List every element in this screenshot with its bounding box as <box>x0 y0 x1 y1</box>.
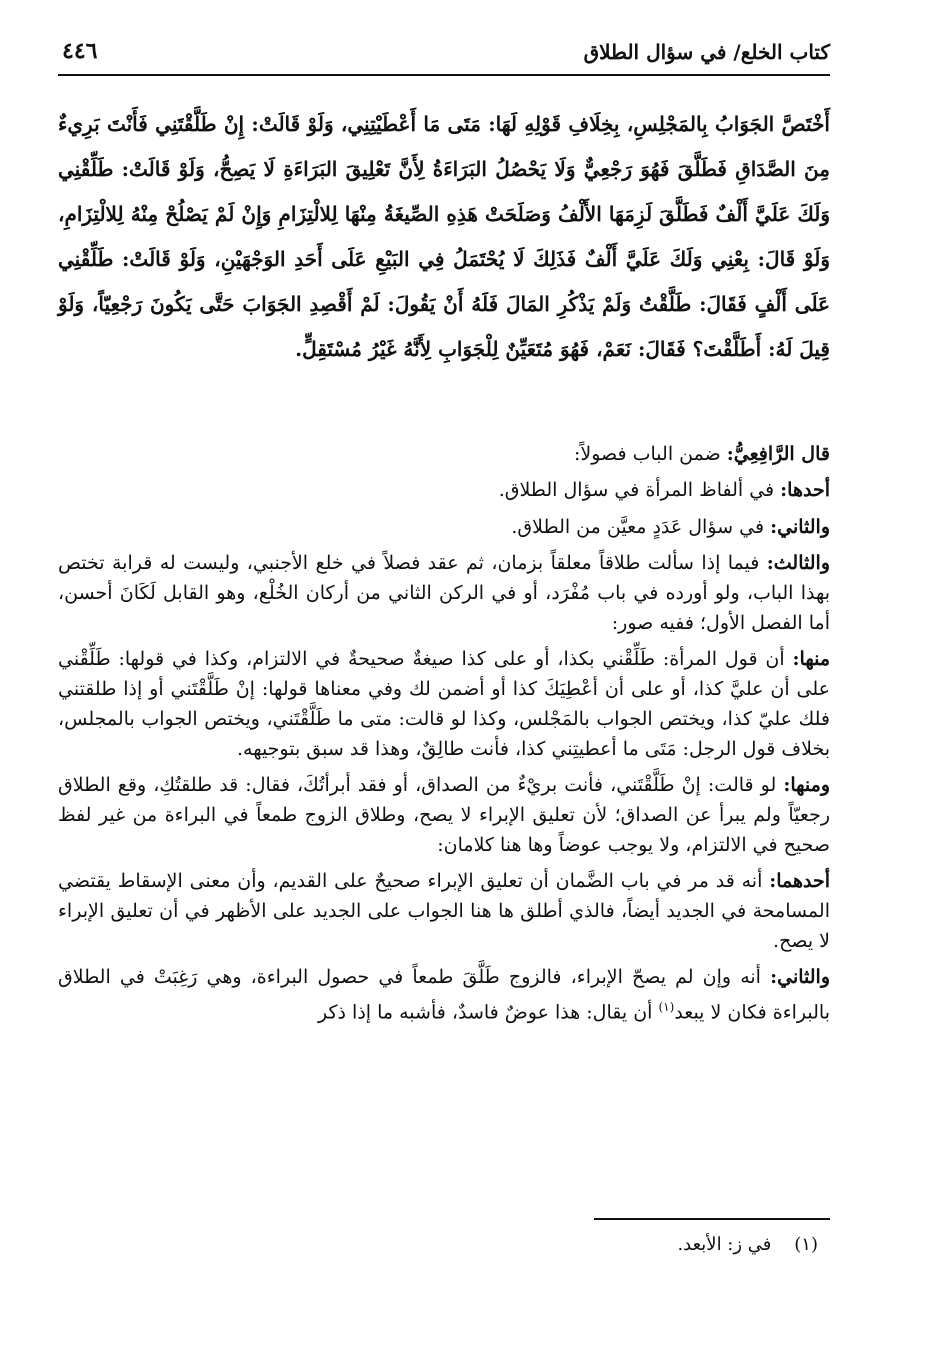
commentary-paragraph-5 <box>58 771 830 861</box>
paragraph-4-head: منها: <box>792 648 831 670</box>
main-text: أَخْتَصَّ الجَوَابُ بِالمَجْلِسِ، بِخِلَافِ قَوْلِهِ لَهَا: مَتَى مَا أَعْطَيْتِنِي، وَلَوْ قَالَتْ: إِنْ طَلَّقْتَنِي فَأَنْتَ بَرِيءٌ مِنَ الصَّدَاقِ فَطَلَّقَ فَهُوَ رَجْعِيٌّ وَلَا يَحْصُلُ البَرَاءَةُ لِأَنَّ تَعْلِيقَ البَرَاءَةِ لَا يَصِحُّ، وَلَوْ قَالَتْ: طَلِّقْنِي وَلَكَ عَلَيَّ أَلْفٌ فَطَلَّقَ لَزِمَهَا الأَلْفُ وَصَلَحَتْ هَذِهِ الصِّيغَةُ مِنْهَا لِلالْتِزَامِ وَإِنْ لَمْ يَصْلُحْ مِنْهُ لِلالْتِزَامِ، وَلَوْ قَالَ: بِعْنِي وَلَكَ عَلَيَّ أَلْفٌ فَذَلِكَ لَا يُحْتَمَلُ فِي البَيْعِ عَلَى أَحَدِ الوَجْهَيْنِ، وَلَوْ قَالَتْ: طَلِّقْنِي عَلَى أَلْفٍ فَقَالَ: طَلَّقْتُ وَلَمْ يَذْكُرِ المَالَ فَلَهُ أَنْ يَقُولَ: لَمْ أَقْصِدِ الجَوَابَ حَتَّى يَكُونَ رَجْعِيّاً، وَلَوْ قِيلَ لَهُ: أَطَلَّقْتَ؟ فَقَالَ: نَعَمْ، فَهُوَ مُتَعَيِّنٌ لِلْجَوَابِ لِأَنَّهُ غَيْرُ مُسْتَقِلٍّ. <box>58 112 830 361</box>
commentary <box>58 440 830 1035</box>
book-page <box>58 36 830 1326</box>
paragraph-1-head: أحدها: <box>780 479 830 502</box>
footnote-text: في ز: الأبعد. <box>677 1234 772 1255</box>
paragraph-7-text-before: أنه وإن لم يصحّ الإبراء، فالزوج طَلَّقَ طمعاً في حصول البراءة، وهي رَغِبَتْ في الطلاق بالبراءة فكان لا يبعد <box>58 966 830 1024</box>
commentary-paragraph-7 <box>58 963 830 1028</box>
paragraph-2-text: في سؤال عَدَدٍ معيَّن من الطلاق. <box>511 515 765 538</box>
paragraph-5-head: ومنها: <box>783 774 830 797</box>
paragraph-2-head: والثاني: <box>770 515 830 538</box>
footnote-number: (١) <box>794 1234 818 1255</box>
running-header <box>58 36 830 76</box>
page-number: ٤٤٦ <box>62 38 98 64</box>
commentary-intro <box>58 440 830 470</box>
commentary-paragraph-1 <box>58 476 830 506</box>
paragraph-7-text-after: أن يقال: هذا عوضٌ فاسدٌ، فأشبه ما إذا ذكر <box>318 1001 659 1024</box>
footnote-divider <box>594 1218 830 1220</box>
paragraph-3-head: والثالث: <box>766 551 830 574</box>
paragraph-3-text: فيما إذا سألت طلاقاً معلقاً بزمان، ثم عقد فصلاً في خلع الأجنبي، وليست له قرابة تختص بهذا الباب، ولو أورده في باب مُفْرَد، أو في الركن الثاني من أركان الخُلْع، وهو القابل لَكَانَ أحسن، أما الفصل الأول؛ ففيه صور: <box>58 551 830 634</box>
paragraph-4-text: أن قول المرأة: طَلِّقْني بكذا، أو على كذا صيغةٌ صحيحةٌ في الالتزام، وكذا في قولها: طَلِّقْني على أن عليَّ كذا، أو على أن أعْطِيَكَ كذا أو أضمن لك وفي معناها قولها: إنْ طَلَّقْتَني أو إذا طلقتني فلك عليّ كذا، ويختص الجواب بالمَجْلس، وكذا لو قالت: متى ما طَلَّقْتَني، ويختص الجواب بالمجلس، بخلاف قول الرجل: مَتَى ما أعطيتِني كذا، فأنت طالِقٌ، وهذا قد سبق بتوجيهه. <box>58 648 830 760</box>
commentary-paragraph-2 <box>58 513 830 543</box>
paragraph-7-head: والثاني: <box>770 966 830 989</box>
paragraph-6-text: أنه قد مر في باب الضَّمان أن تعليق الإبراء صحيحٌ على القديم، وأن معنى الإسقاط يقتضي المسامحة في الجديد أيضاً، فالذي أطلق ها هنا الجواب على الجديد على الأظهر في أن تعليق الإبراء لا يصح. <box>58 870 830 952</box>
intro-head: قال الرَّافِعِيُّ: <box>726 443 830 465</box>
footnote <box>677 1234 818 1255</box>
footnote-reference[interactable]: (١) <box>658 1000 675 1015</box>
commentary-paragraph-6 <box>58 867 830 957</box>
commentary-paragraph-3 <box>58 549 830 639</box>
intro-text: ضمن الباب فصولاً: <box>573 443 721 465</box>
paragraph-1-text: في ألفاظ المرأة في سؤال الطلاق. <box>498 479 775 502</box>
paragraph-6-head: أحدهما: <box>769 870 830 893</box>
commentary-paragraph-4 <box>58 645 830 765</box>
running-title: كتاب الخلع/ في سؤال الطلاق <box>583 40 830 64</box>
paragraph-5-text: لو قالت: إنْ طَلَّقْتَني، فأنت بريْءٌ من الصداق، أو فقد أبرأتُكَ، فقال: قد طلقتُكِ، وقع الطلاق رجعيّاً ولم يبرأ عن الصداق؛ لأن تعليق الإبراء لا يصح، وطلاق الزوج طمعاً في البراءة من غير لفظ صحيح في الالتزام، ولا يوجب عوضاً وها هنا كلامان: <box>58 774 830 856</box>
